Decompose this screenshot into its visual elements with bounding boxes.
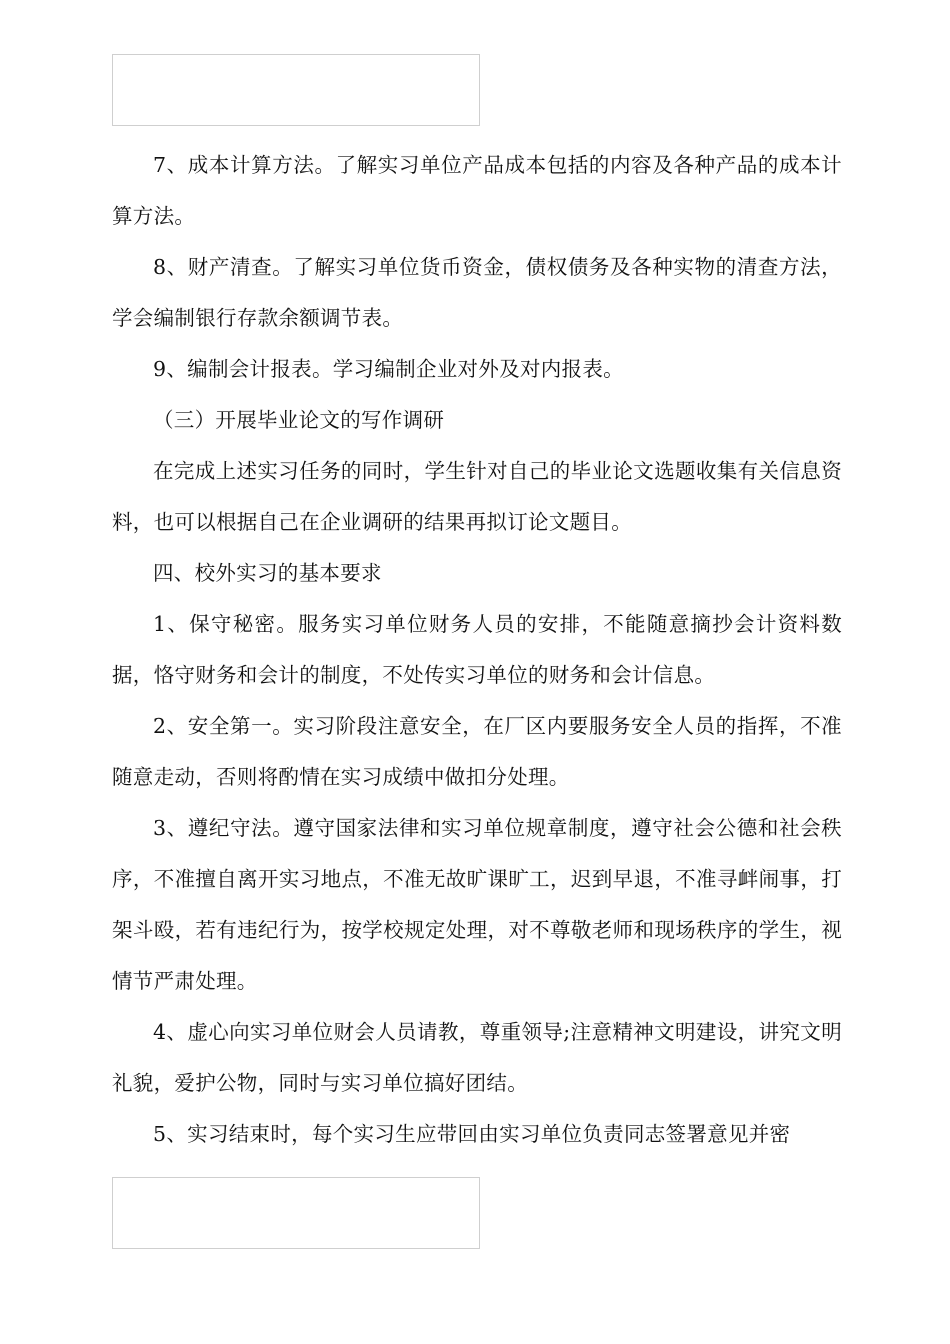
paragraph-confidentiality: 1、保守秘密。服务实习单位财务人员的安排，不能随意摘抄会计资料数据，恪守财务和会计的制度，不处传实习单位的财务和会计信息。 (112, 612, 842, 687)
paragraph-thesis-research: 在完成上述实习任务的同时，学生针对自己的毕业论文选题收集有关信息资料，也可以根据自己在企业调研的结果再拟订论文题目。 (112, 459, 842, 534)
section-heading-thesis-research: （三）开展毕业论文的写作调研 (153, 408, 445, 432)
paragraph-discipline: 3、遵纪守法。遵守国家法律和实习单位规章制度，遵守社会公德和社会秩序，不准擅自离开实习地点，不准无故旷课旷工，迟到早退，不准寻衅闹事，打架斗殴，若有违纪行为，按学校规定处理，对不尊敬老师和现场秩序的学生，视情节严肃处理。 (112, 816, 842, 993)
paragraph-financial-reports: 9、编制会计报表。学习编制企业对外及对内报表。 (153, 357, 624, 381)
document-body (112, 140, 842, 1160)
paragraph-humility: 4、虚心向实习单位财会人员请教，尊重领导;注意精神文明建设，讲究文明礼貌，爱护公物，同时与实习单位搞好团结。 (112, 1020, 842, 1095)
section-heading-requirements: 四、校外实习的基本要求 (153, 561, 382, 585)
paragraph-safety: 2、安全第一。实习阶段注意安全，在厂区内要服务安全人员的指挥，不准随意走动，否则将酌情在实习成绩中做扣分处理。 (112, 714, 842, 789)
header-placeholder-box (112, 54, 480, 126)
footer-placeholder-box (112, 1177, 480, 1249)
paragraph-property-inventory: 8、财产清查。了解实习单位货币资金，债权债务及各种实物的清查方法，学会编制银行存款余额调节表。 (112, 255, 842, 330)
paragraph-cost-calculation: 7、成本计算方法。了解实习单位产品成本包括的内容及各种产品的成本计算方法。 (112, 153, 842, 228)
paragraph-internship-end: 5、实习结束时，每个实习生应带回由实习单位负责同志签署意见并密 (153, 1122, 791, 1146)
